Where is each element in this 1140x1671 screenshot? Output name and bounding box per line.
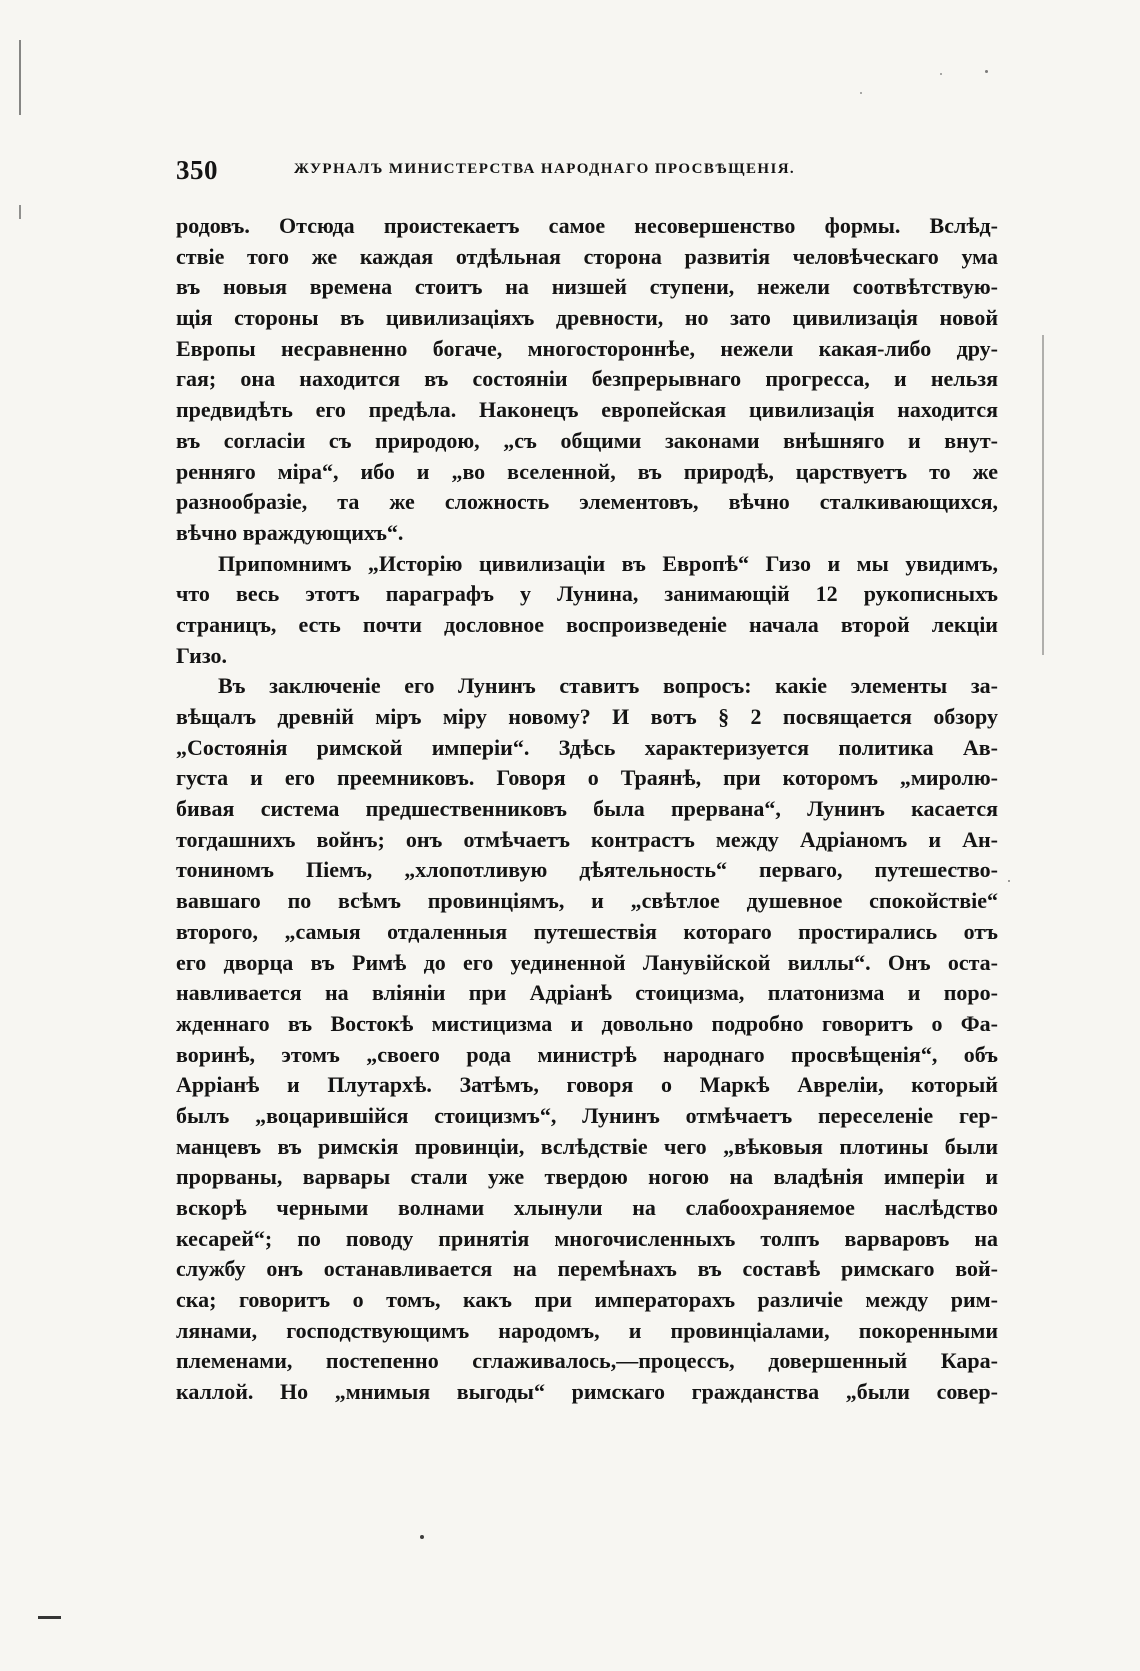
running-title: ЖУРНАЛЪ МИНИСТЕРСТВА НАРОДНАГО ПРОСВѢЩЕНІЯ. — [294, 161, 796, 177]
text-line: племенами, постепенно сглаживалось,—процессъ, довершенный Кара- — [176, 1348, 998, 1374]
scan-dot-right-mid — [1008, 880, 1010, 882]
text-line: Европы несравненно богаче, многостороннѣе, нежели какая-либо дру- — [176, 335, 998, 361]
text-line: жденнаго въ Востокѣ мистицизма и довольно подробно говоритъ о Фа- — [176, 1010, 998, 1036]
text-line: родовъ. Отсюда проистекаетъ самое несовершенство формы. Вслѣд- — [176, 213, 998, 238]
text-line: вѣчно враждующихъ“. — [176, 519, 404, 545]
scan-mark-right — [1042, 335, 1044, 655]
text-line: въ согласіи съ природою, „съ общими законами внѣшняго и внут- — [176, 427, 998, 453]
text-line: ствіе того же каждая отдѣльная сторона развитія человѣческаго ума — [176, 243, 998, 269]
page-number: 350 — [176, 155, 218, 185]
text-line: Въ заключеніе его Лунинъ ставитъ вопросъ: какіе элементы за- — [218, 673, 998, 699]
text-line: навливается на вліяніи при Адріанѣ стоицизма, платонизма и поро- — [176, 980, 998, 1006]
scan-mark-left-top — [19, 40, 21, 115]
scan-dot-top-2 — [940, 73, 942, 75]
scan-dot-bottom — [420, 1535, 424, 1539]
text-line: Припомнимъ „Исторію цивилизаціи въ Европѣ“ Гизо и мы увидимъ, — [218, 550, 998, 576]
scan-dash-bottom-left — [38, 1616, 61, 1619]
text-line: вскорѣ черными волнами хлынули на слабоохраняемое наслѣдство — [176, 1195, 998, 1220]
text-line: въ новыя времена стоитъ на низшей ступени, нежели соотвѣтствую- — [176, 274, 998, 300]
text-line: былъ „воцарившійся стоицизмъ“, Лунинъ отмѣчаетъ переселеніе гер- — [176, 1102, 998, 1128]
text-line: разнообразіе, та же сложность элементовъ, вѣчно сталкивающихся, — [176, 489, 998, 515]
text-line: тогдашнихъ войнъ; онъ отмѣчаетъ контрастъ между Адріаномъ и Ан- — [176, 826, 998, 852]
text-line: лянами, господствующимъ народомъ, и провинціалами, покоренными — [176, 1317, 998, 1343]
text-line: его дворца въ Римѣ до его уединенной Ланувійской виллы“. Онъ оста- — [176, 949, 998, 975]
text-line: тониномъ Піемъ, „хлопотливую дѣятельность“ перваго, путешество- — [176, 857, 998, 883]
text-line: ренняго міра“, ибо и „во вселенной, въ природѣ, царствуетъ то же — [176, 458, 998, 484]
text-line: Арріанѣ и Плутархѣ. Затѣмъ, говоря о Маркѣ Авреліи, который — [176, 1072, 998, 1098]
text-line: манцевъ въ римскія провинціи, вслѣдствіе чего „вѣковыя плотины были — [176, 1133, 998, 1159]
scan-dot-top — [985, 70, 988, 73]
text-line: второго, „самыя отдаленныя путешествія котораго простирались отъ — [176, 918, 998, 944]
text-line: страницъ, есть почти дословное воспроизведеніе начала второй лекціи — [176, 611, 998, 637]
text-line: Гизо. — [176, 642, 228, 668]
page-header — [176, 155, 998, 189]
body-text — [176, 211, 998, 1408]
text-line: прорваны, варвары стали уже твердою ногою на владѣнія имперіи и — [176, 1164, 998, 1190]
text-line: гая; она находится въ состояніи безпрерывнаго прогресса, и нельзя — [176, 366, 998, 392]
text-line: что весь этотъ параграфъ у Лунина, занимающій 12 рукописныхъ — [176, 581, 998, 607]
text-line: густа и его преемниковъ. Говоря о Траянѣ, при которомъ „миролю- — [176, 765, 998, 791]
scan-dot-top-3 — [860, 92, 862, 94]
text-line: каллой. Но „мнимыя выгоды“ римскаго гражданства „были совер- — [176, 1379, 998, 1405]
text-line: ска; говоритъ о томъ, какъ при императорахъ различіе между рим- — [176, 1287, 998, 1313]
text-line: щія стороны въ цивилизаціяхъ древности, но зато цивилизація новой — [176, 305, 998, 331]
text-line: воринѣ, этомъ „своего рода министрѣ народнаго просвѣщенія“, объ — [176, 1041, 998, 1067]
text-line: кесарей“; по поводу принятія многочисленныхъ толпъ варваровъ на — [176, 1225, 998, 1251]
text-line: вавшаго по всѣмъ провинціямъ, и „свѣтлое душевное спокойствіе“ — [176, 888, 998, 914]
scan-mark-left-small — [19, 205, 21, 219]
text-line: вѣщалъ древній міръ міру новому? И вотъ § 2 посвящается обзору — [176, 704, 998, 729]
text-line: бивая система предшественниковъ была прервана“, Лунинъ касается — [176, 796, 998, 822]
text-line: предвидѣть его предѣла. Наконецъ европейская цивилизація находится — [176, 397, 998, 423]
text-line: „Состоянія римской имперіи“. Здѣсь характеризуется политика Ав- — [176, 734, 998, 760]
text-line: службу онъ останавливается на перемѣнахъ въ составѣ римскаго вой- — [176, 1256, 998, 1282]
